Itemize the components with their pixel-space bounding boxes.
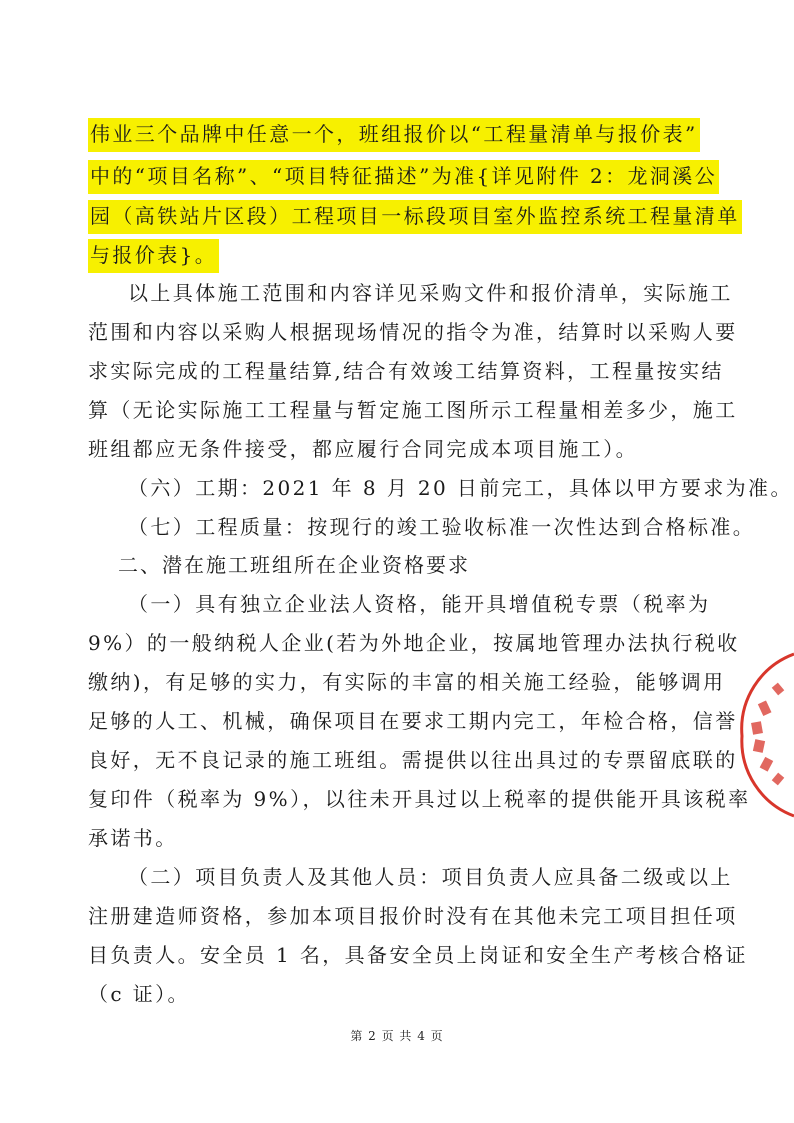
paragraph-line: 求实际完成的工程量结算,结合有效竣工结算资料，工程量按实结	[88, 359, 724, 383]
paragraph-line: 目负责人。安全员 1 名，具备安全员上岗证和安全生产考核合格证	[88, 943, 748, 967]
paragraph-line: 注册建造师资格，参加本项目报价时没有在其他未完工项目担任项	[88, 904, 738, 928]
highlighted-line: 伟业三个品牌中任意一个，班组报价以“工程量清单与报价表”	[88, 117, 700, 151]
paragraph-line: （二）项目负责人及其他人员：项目负责人应具备二级或以上	[128, 865, 733, 889]
paragraph-line: 良好，无不良记录的施工班组。需提供以往出具过的专票留底联的	[88, 748, 738, 772]
highlighted-line: 与报价表}。	[88, 238, 219, 272]
seal-stamp-icon	[730, 640, 794, 820]
paragraph-line: （一）具有独立企业法人资格，能开具增值税专票（税率为	[128, 592, 711, 616]
paragraph-line: 班组都应无条件接受，都应履行合同完成本项目施工）。	[88, 437, 638, 461]
construction-period: （六）工期：2021 年 8 月 20 日前完工，具体以甲方要求为准。	[128, 476, 793, 500]
page-number-footer: 第 2 页 共 4 页	[350, 1029, 444, 1043]
paragraph-line: 算（无论实际施工工程量与暂定施工图所示工程量相差多少，施工	[88, 398, 738, 422]
paragraph-line: 范围和内容以采购人根据现场情况的指令为准，结算时以采购人要	[88, 320, 738, 344]
construction-quality: （七）工程质量：按现行的竣工验收标准一次性达到合格标准。	[128, 515, 756, 539]
paragraph-line: 9%）的一般纳税人企业(若为外地企业，按属地管理办法执行税收	[88, 631, 740, 655]
seal-stamp	[730, 640, 794, 820]
section-heading: 二、潜在施工班组所在企业资格要求	[118, 553, 470, 577]
highlighted-line: 中的“项目名称”、“项目特征描述”为准{详见附件 2：龙洞溪公	[88, 159, 719, 193]
paragraph-line: 缴纳)，有足够的实力，有实际的丰富的相关施工经验，能够调用	[88, 670, 726, 694]
paragraph-line: 承诺书。	[88, 826, 178, 850]
paragraph-line: 以上具体施工范围和内容详见采购文件和报价清单，实际施工	[128, 281, 733, 305]
highlighted-line: 园（高铁站片区段）工程项目一标段项目室外监控系统工程量清单	[88, 199, 742, 233]
paragraph-line: 足够的人工、机械，确保项目在要求工期内完工，年检合格，信誉	[88, 709, 738, 733]
paragraph-line: （c 证）。	[88, 982, 190, 1006]
paragraph-line: 复印件（税率为 9%），以往未开具过以上税率的提供能开具该税率	[88, 787, 751, 811]
